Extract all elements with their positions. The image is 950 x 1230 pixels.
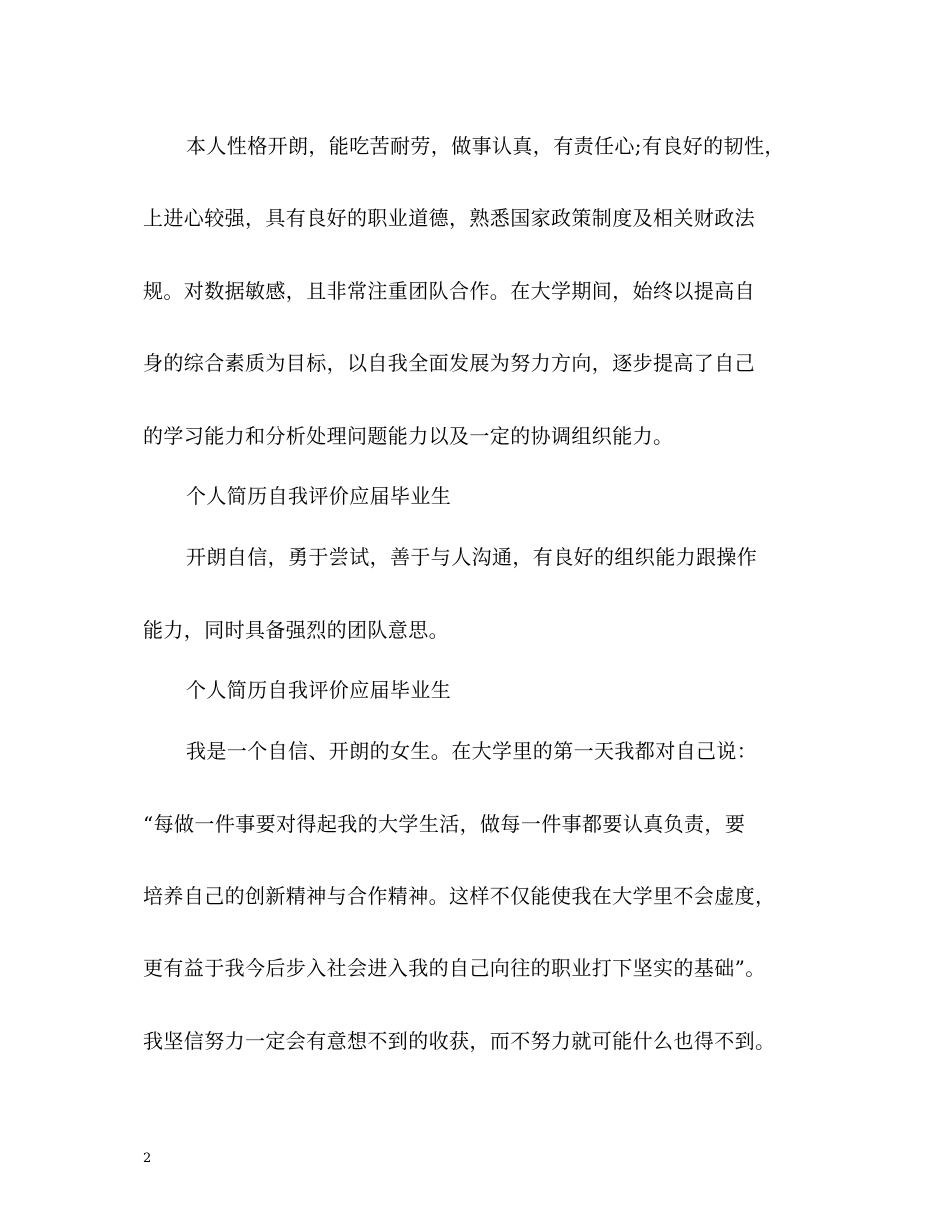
paragraph-3-line-2: “每做一件事要对得起我的大学生活，做每一件事都要认真负责，要 bbox=[143, 812, 746, 836]
paragraph-1-line-2: 上进心较强，具有良好的职业道德，熟悉国家政策制度及相关财政法 bbox=[143, 206, 755, 230]
paragraph-3-line-3: 培养自己的创新精神与合作精神。这样不仅能使我在大学里不会虚度， bbox=[143, 884, 776, 908]
section-heading-1: 个人简历自我评价应届毕业生 bbox=[186, 484, 452, 508]
section-heading-2: 个人简历自我评价应届毕业生 bbox=[186, 678, 452, 702]
paragraph-3-line-5: 我坚信努力一定会有意想不到的收获，而不努力就可能什么也得不到。 bbox=[143, 1029, 776, 1053]
paragraph-3-line-4: 更有益于我今后步入社会进入我的自己向往的职业打下坚实的基础”。 bbox=[143, 956, 766, 980]
paragraph-1-line-1: 本人性格开朗，能吃苦耐劳，做事认真，有责任心;有良好的韧性， bbox=[186, 134, 785, 158]
paragraph-1-line-4: 身的综合素质为目标，以自我全面发展为努力方向，逐步提高了自己 bbox=[143, 351, 755, 375]
paragraph-2-line-1: 开朗自信，勇于尝试，善于与人沟通，有良好的组织能力跟操作 bbox=[186, 545, 758, 569]
paragraph-2-line-2: 能力，同时具备强烈的团队意思。 bbox=[143, 618, 449, 642]
paragraph-3-line-1: 我是一个自信、开朗的女生。在大学里的第一天我都对自己说： bbox=[186, 739, 758, 763]
paragraph-1-line-3: 规。对数据敏感，且非常注重团队合作。在大学期间，始终以提高自 bbox=[143, 279, 755, 303]
paragraph-1-line-5: 的学习能力和分析处理问题能力以及一定的协调组织能力。 bbox=[143, 424, 674, 448]
page-number: 2 bbox=[143, 1151, 152, 1166]
